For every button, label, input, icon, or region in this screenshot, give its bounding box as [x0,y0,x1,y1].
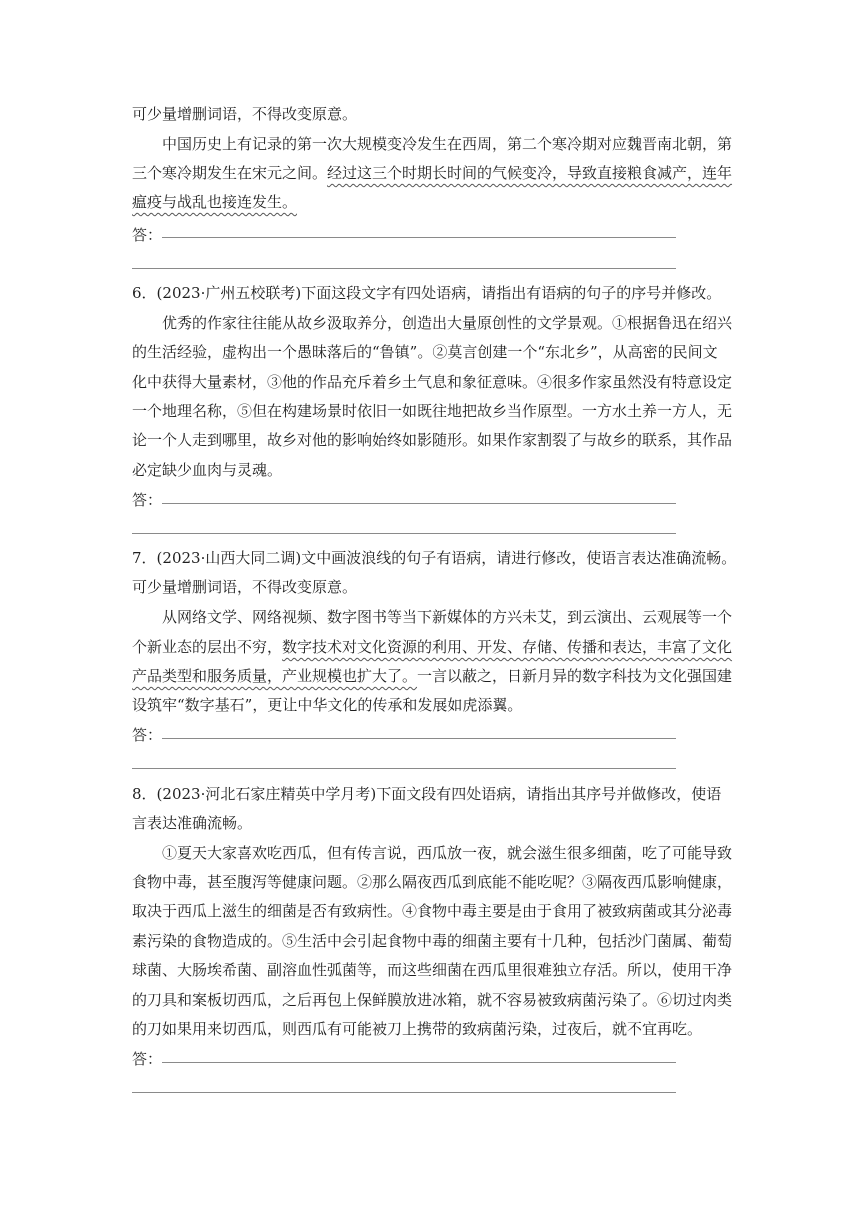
question-6-title: 6．(2023·广州五校联考)下面这段文字有四处语病，请指出有语病的句子的序号并修改。 [132,284,722,302]
question-8-passage-line: 球菌、大肠埃希菌、副溶血性弧菌等，而这些细菌在西瓜里很难独立存活。所以，使用干净 [132,961,733,979]
answer-line[interactable] [132,533,676,534]
question-5-wavy-sentence: 瘟疫与战乱也接连发生。 [132,193,298,211]
question-8-passage-line: 的刀具和案板切西瓜，之后再包上保鲜膜放进冰箱，就不容易被致病菌污染了。⑥切过肉类 [132,991,733,1009]
question-5-passage-line [132,192,297,212]
answer-line[interactable] [162,738,676,739]
question-6-passage-line: 的生活经验，虚构出一个愚昧落后的“鲁镇”。②莫言创建一个“东北乡”，从高密的民间文 [132,343,718,361]
question-8-instruction: 言表达准确流畅。 [132,814,253,832]
question-7-wavy-sentence: 产品类型和服务质量，产业规模也扩大了。 [132,667,418,685]
question-5-instruction-tail: 可少量增删词语，不得改变原意。 [132,105,358,123]
question-7-plain-text: 一言以蔽之，日新月异的数字科技为文化强国建 [417,667,733,685]
answer-line[interactable] [132,1092,676,1093]
question-5-plain-text: 三个寒冷期发生在宋元之间。 [132,164,328,182]
question-8-passage-line: ①夏天大家喜欢吃西瓜，但有传言说，西瓜放一夜，就会滋生很多细菌，吃了可能导致 [162,844,733,862]
question-7-plain-text: 个新业态的层出不穷， [132,638,283,656]
question-6-passage-line: 论一个人走到哪里，故乡对他的影响始终如影随形。如果作家割裂了与故乡的联系，其作品 [132,431,733,449]
question-5-passage-line: 中国历史上有记录的第一次大规模变冷发生在西周，第二个寒冷期对应魏晋南北朝，第 [162,135,733,153]
question-8-passage-line: 食物中毒，甚至腹泻等健康问题。②那么隔夜西瓜到底能不能吃呢？③隔夜西瓜影响健康， [132,873,733,891]
question-6-passage-line: 化中获得大量素材，③他的作品充斥着乡土气息和象征意味。④很多作家虽然没有特意设定 [132,373,733,391]
answer-line[interactable] [162,1062,676,1063]
answer-label: 答： [132,491,163,509]
answer-line[interactable] [132,268,676,269]
question-7-passage-line: 从网络文学、网络视频、数字图书等当下新媒体的方兴未艾，到云演出、云观展等一个 [162,608,733,626]
question-8-passage-line: 的刀如果用来切西瓜，则西瓜有可能被刀上携带的致病菌污染，过夜后，就不宜再吃。 [132,1020,703,1038]
answer-label: 答： [132,226,163,244]
question-7-title: 7．(2023·山西大同二调)文中画波浪线的句子有语病，请进行修改，使语言表达准确流畅。 [132,549,737,567]
answer-label: 答： [132,726,163,744]
question-6-passage-line: 优秀的作家往往能从故乡汲取养分，创造出大量原创性的文学景观。①根据鲁迅在绍兴 [162,314,733,332]
question-6-passage-line: 一个地理名称，⑤但在构建场景时依旧一如既往地把故乡当作原型。一方水土养一方人，无 [132,402,733,420]
question-5-passage-line [132,163,732,183]
answer-line[interactable] [132,768,676,769]
question-5-wavy-sentence: 经过这三个时期长时间的气候变冷，导致直接粮食减产，连年 [327,164,733,182]
question-7-wavy-sentence: 数字技术对文化资源的利用、开发、存储、传播和表达，丰富了文化 [282,638,733,656]
question-8-passage-line: 取决于西瓜上滋生的细菌是否有致病性。④食物中毒主要是由于食用了被致病菌或其分泌毒 [132,902,733,920]
answer-line[interactable] [162,237,676,238]
question-7-passage-line [132,637,732,657]
question-7-passage-line: 设筑牢“数字基石”，更让中华文化的传承和发展如虎添翼。 [132,696,523,714]
question-8-passage-line: 素污染的食物造成的。⑤生活中会引起食物中毒的细菌主要有十几种，包括沙门菌属、葡萄 [132,932,733,950]
answer-label: 答： [132,1050,163,1068]
question-7-passage-line [132,666,732,686]
question-6-passage-line: 必定缺少血肉与灵魂。 [132,461,283,479]
question-7-instruction: 可少量增删词语，不得改变原意。 [132,578,358,596]
question-8-title: 8．(2023·河北石家庄精英中学月考)下面文段有四处语病，请指出其序号并做修改，使语 [132,785,722,803]
answer-line[interactable] [162,503,676,504]
